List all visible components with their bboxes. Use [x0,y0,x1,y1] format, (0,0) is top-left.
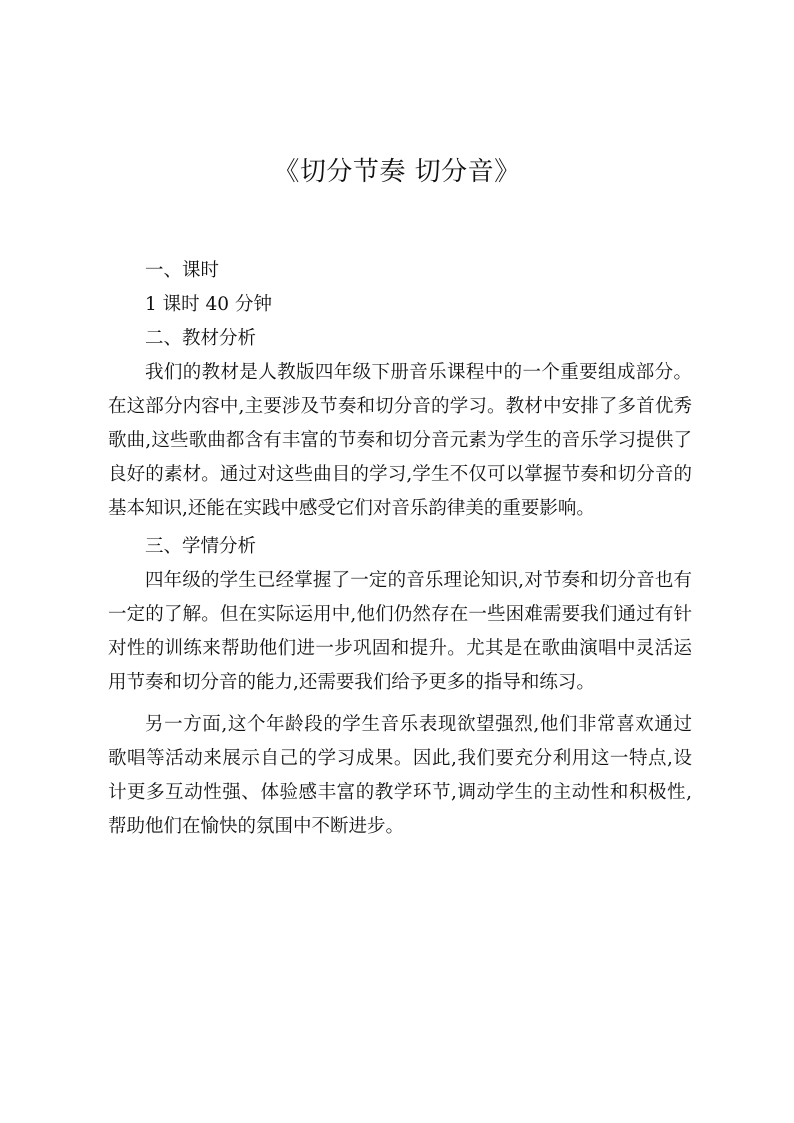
document-body [108,254,692,844]
paragraph: 我们的教材是人教版四年级下册音乐课程中的一个重要组成部分。在这部分内容中,主要涉及节奏和切分音的学习。教材中安排了多首优秀歌曲,这些歌曲都含有丰富的节奏和切分音元素为学生的音乐学习提供了良好的素材。通过对这些曲目的学习,学生不仅可以掌握节奏和切分音的基本知识,还能在实践中感受它们对音乐韵律美的重要影响。 [108,362,692,519]
paragraph: 另一方面,这个年龄段的学生音乐表现欲望强烈,他们非常喜欢通过歌唱等活动来展示自己的学习成果。因此,我们要充分利用这一特点,设计更多互动性强、体验感丰富的教学环节,调动学生的主动性和积极性,帮助他们在愉快的氛围中不断进步。 [108,714,692,837]
section-learner-analysis [108,530,692,844]
section-heading: 三、学情分析 [145,536,257,557]
paragraph: 四年级的学生已经掌握了一定的音乐理论知识,对节奏和切分音也有一定的了解。但在实际运用中,他们仍然存在一些困难需要我们通过有针对性的训练来帮助他们进一步巩固和提升。尤其是在歌曲演唱中灵活运用节奏和切分音的能力,还需要我们给予更多的指导和练习。 [108,570,692,693]
document-title: 《切分节奏 切分音》 [273,157,521,187]
section-heading: 二、教材分析 [145,328,257,349]
section-textbook-analysis [108,322,692,526]
section-class-hours [108,254,692,322]
class-hours-text: 1 课时 40 分钟 [145,294,272,315]
section-heading: 一、课时 [145,260,220,281]
